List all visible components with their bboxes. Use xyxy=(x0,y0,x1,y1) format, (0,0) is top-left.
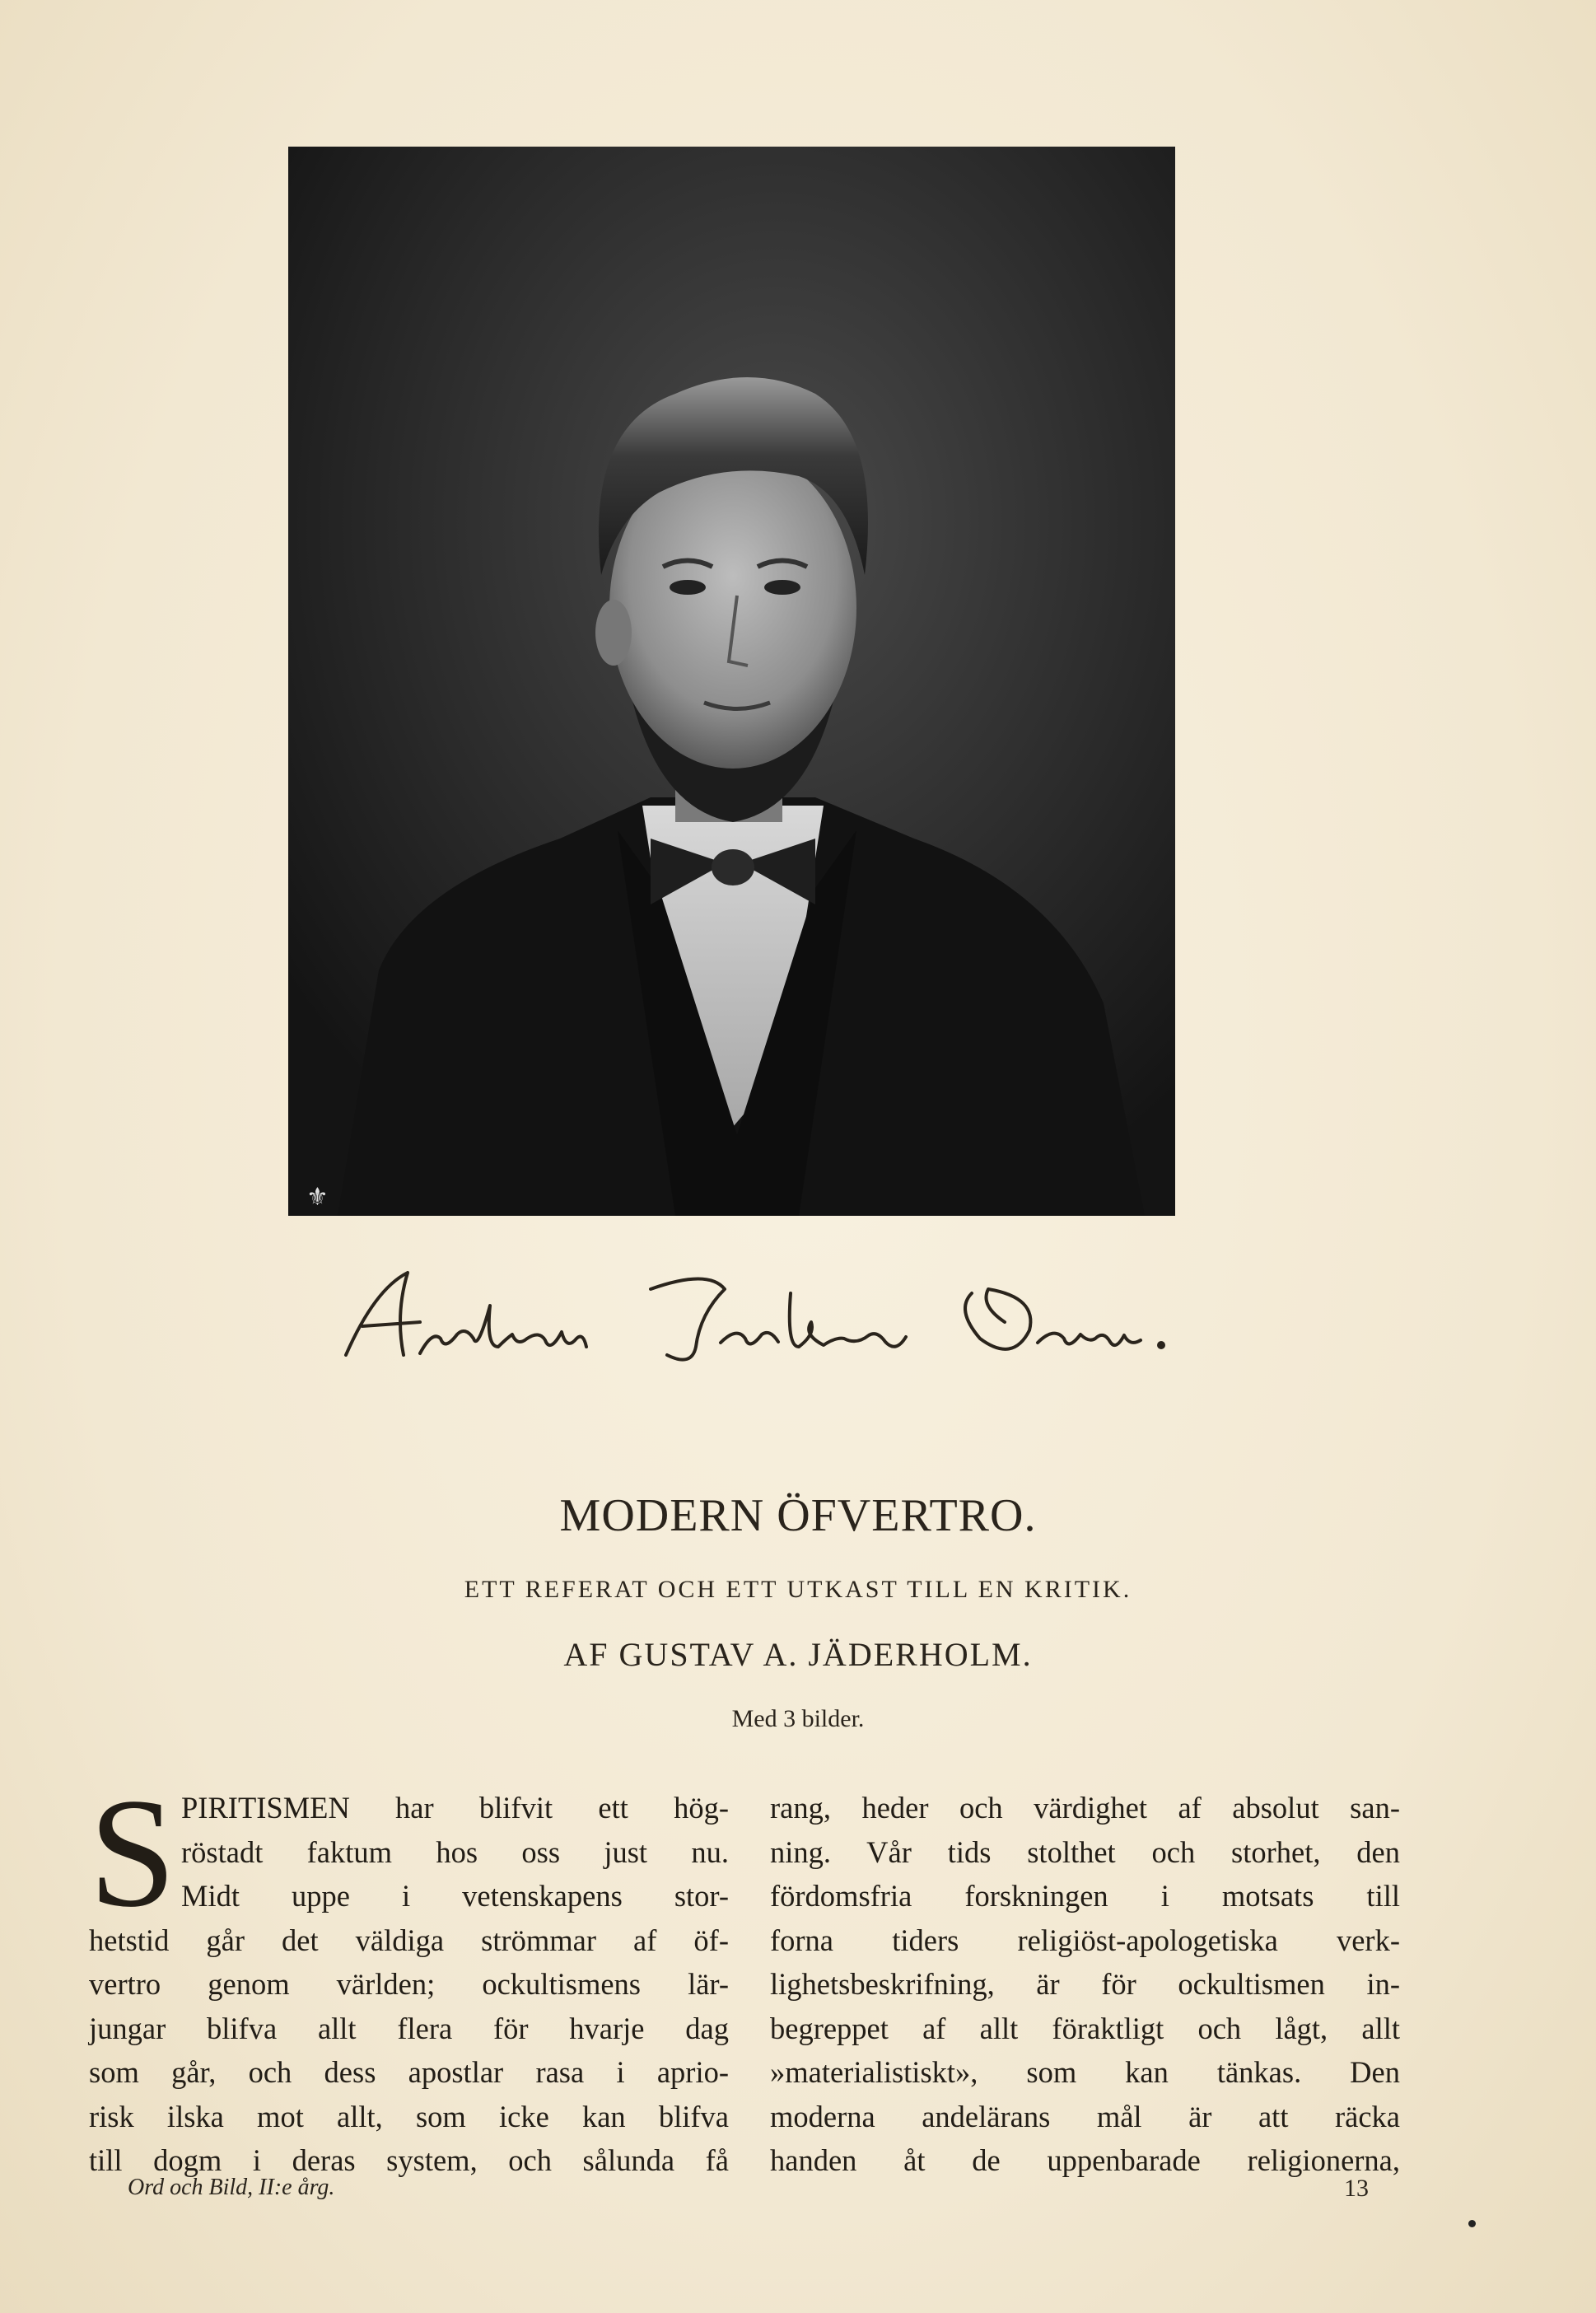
left-line: PIRITISMEN har blifvit ett hög- xyxy=(181,1791,729,1825)
left-line: röstadt faktum hos oss just nu. xyxy=(181,1834,729,1869)
right-line: fördomsfria forskningen i motsats till xyxy=(770,1879,1400,1913)
article-title: MODERN ÖFVERTRO. xyxy=(559,1490,1037,1541)
left-column xyxy=(89,1786,729,2183)
article-subtitle: ETT REFERAT OCH ETT UTKAST TILL EN KRITIK. xyxy=(464,1576,1132,1603)
left-line: vertro genom världen; ockultismens lär- xyxy=(89,1967,729,2001)
handwritten-signature xyxy=(329,1256,1194,1371)
right-column xyxy=(770,1786,1400,2183)
right-line: rang, heder och värdighet af absolut san- xyxy=(770,1791,1400,1825)
left-line: hetstid går det väldiga strömmar af öf- xyxy=(89,1923,729,1957)
left-line: till dogm i deras system, och sålunda få xyxy=(89,2143,729,2177)
right-line: ning. Vår tids stolthet och storhet, den xyxy=(770,1834,1400,1869)
right-line: begreppet af allt föraktligt och lågt, allt xyxy=(770,2011,1400,2045)
right-line: handen åt de uppenbarade religionerna, xyxy=(770,2143,1400,2177)
portrait-engraving xyxy=(288,147,1175,1216)
right-line: moderna andelärans mål är att räcka xyxy=(770,2099,1400,2133)
left-line: jungar blifva allt flera för hvarje dag xyxy=(89,2011,729,2045)
right-line: lighetsbeskrifning, är för ockultismen in- xyxy=(770,1967,1400,2001)
images-note: Med 3 bilder. xyxy=(731,1705,865,1732)
left-line: risk ilska mot allt, som icke kan blifva xyxy=(89,2099,729,2133)
drop-cap-letter: S xyxy=(89,1786,176,1918)
svg-text:⚜: ⚜ xyxy=(306,1183,329,1212)
article-byline: AF GUSTAV A. JÄDERHOLM. xyxy=(563,1636,1033,1673)
publication-footer: Ord och Bild, II:e årg. xyxy=(128,2175,335,2200)
portrait-image xyxy=(288,147,1175,1216)
ink-dot xyxy=(1468,2220,1476,2227)
page-number: 13 xyxy=(1344,2175,1369,2202)
left-line: Midt uppe i vetenskapens stor- xyxy=(181,1879,729,1913)
left-line: som går, och dess apostlar rasa i aprio- xyxy=(89,2055,729,2089)
right-line: forna tiders religiöst-apologetiska verk- xyxy=(770,1923,1400,1957)
signature-drawing xyxy=(329,1256,1194,1371)
right-line: »materialistiskt», som kan tänkas. Den xyxy=(770,2055,1400,2089)
